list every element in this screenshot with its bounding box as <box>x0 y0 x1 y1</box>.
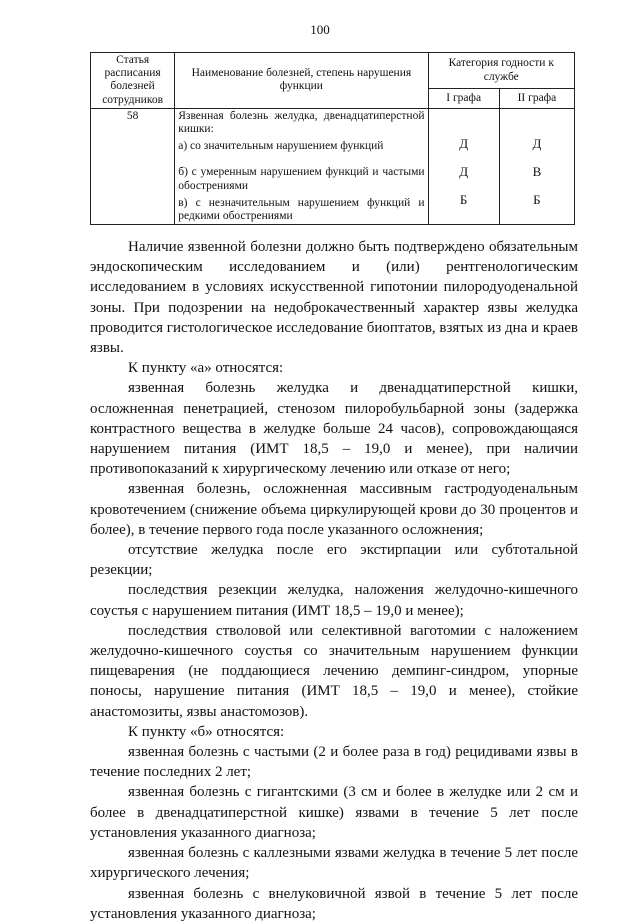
paragraph: язвенная болезнь, осложненная массивным гастродуоденальным кровотечением (снижение объема циркулирующей крови до 30 процентов и более), в течение первого года после указанного осложнения; <box>90 481 578 538</box>
graph-1-values <box>428 108 499 224</box>
paragraph: последствия резекции желудка, наложения желудочно-кишечного соустья с нарушением питания (ИМТ 18,5 – 19,0 и менее); <box>90 582 578 619</box>
paragraph: язвенная болезнь желудка и двенадцатиперстной кишки, осложненная пенетрацией, стенозом пилоробульбарной зоны (задержка контрастного вещества в желудке больше 24 часов), сопровождающаяся нарушением питания (ИМТ 18,5 – 19,0 и менее), при наличии противопоказаний к хирургическому лечению или отказе от него; <box>90 380 578 478</box>
paragraph: К пункту «а» относятся: <box>128 360 284 377</box>
disease-schedule-table <box>90 52 575 225</box>
header-article: Статья расписания болезней сотрудников <box>91 53 175 109</box>
disease-description-cell <box>175 108 428 224</box>
category-value: В <box>532 163 542 179</box>
header-fitness-category: Категория годности к службе <box>428 53 575 89</box>
category-value: Б <box>459 191 468 207</box>
page-number: 100 <box>310 22 330 37</box>
paragraph: язвенная болезнь с внелуковичной язвой в течение 5 лет после установления указанного диагноза; <box>90 885 578 922</box>
paragraph: К пункту «б» относятся: <box>128 723 285 740</box>
category-value: Д <box>532 135 542 151</box>
list-item: б) с умеренным нарушением функций и частыми обострениями <box>178 166 425 192</box>
paragraph: язвенная болезнь с каллезными язвами желудка в течение 5 лет после хирургического лечения; <box>90 845 578 882</box>
paragraph: отсутствие желудка после его экстирпации или субтотальной резекции; <box>90 542 578 579</box>
disease-title: Язвенная болезнь желудка, двенадцатиперстной кишки: <box>178 109 425 136</box>
header-graph-2: II графа <box>499 89 574 109</box>
article-number: 58 <box>91 108 175 224</box>
category-value: Д <box>459 135 469 151</box>
category-value: Б <box>533 191 541 207</box>
list-item: а) со значительным нарушением функций <box>178 140 384 153</box>
header-graph-1: I графа <box>428 89 499 109</box>
header-disease-name: Наименование болезней, степень нарушения функции <box>175 53 428 109</box>
list-item: в) с незначительным нарушением функций и редкими обострениями <box>178 196 425 222</box>
body-text <box>90 237 578 924</box>
table-row <box>91 108 575 224</box>
paragraph: язвенная болезнь с гигантскими (3 см и более в желудке или 2 см и более в двенадцатиперстной кишке) язвами в течение 5 лет после установления указанного диагноза; <box>90 784 578 841</box>
paragraph: Наличие язвенной болезни должно быть подтверждено обязательным эндоскопическим исследованием и (или) рентгенологическим исследованием в условиях искусственной гипотонии пилородуоденальной зоны. При подозрении на недоброкачественный характер язвы желудка проводится гистологическое исследование биоптатов, взятых из дна и краев язвы. <box>90 239 578 357</box>
category-value: Д <box>459 163 469 179</box>
graph-2-values <box>499 108 574 224</box>
paragraph: язвенная болезнь с частыми (2 и более раза в год) рецидивами язвы в течение последних 2 лет; <box>90 744 578 781</box>
paragraph: последствия стволовой или селективной ваготомии с наложением желудочно-кишечного соустья со значительным нарушением функции пищеварения (не поддающиеся лечению демпинг-синдром, упорные поносы, нарушение питания (ИМТ 18,5 – 19,0 и менее), стойкие анастомозиты, язвы анастомозов). <box>90 622 578 720</box>
